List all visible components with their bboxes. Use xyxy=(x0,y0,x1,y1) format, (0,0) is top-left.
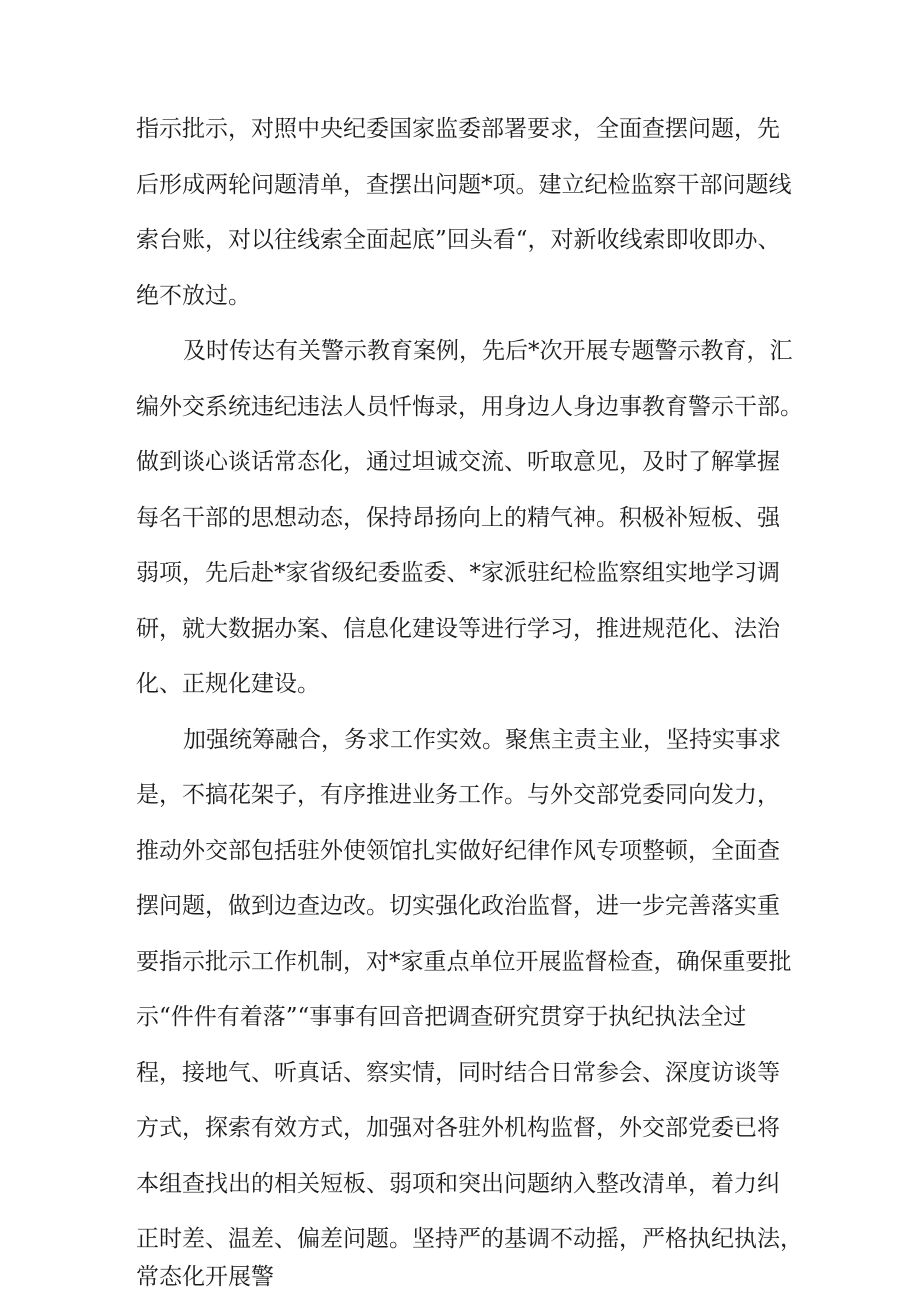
text-line: 摆问题，做到边查边改。切实强化政治监督，进一步完善落实重 xyxy=(136,893,780,919)
text-line: 指示批示，对照中央纪委国家监委部署要求，全面查摆问题，先 xyxy=(136,116,780,142)
text-line: 编外交系统违纪违法人员忏悔录，用身边人身边事教育警示干部。 xyxy=(136,394,803,420)
text-line: 绝不放过。 xyxy=(136,283,251,309)
text-line: 研，就大数据办案、信息化建设等进行学习，推进规范化、法治 xyxy=(136,616,780,642)
text-line: 正时差、温差、偏差问题。坚持严的基调不动摇，严格执纪执法， xyxy=(136,1226,803,1252)
text-line: 加强统筹融合，务求工作实效。聚焦主责主业，坚持实事求 xyxy=(183,727,781,753)
text-line: 要指示批示工作机制，对*家重点单位开展监督检查，确保重要批 xyxy=(136,949,792,975)
text-line: 后形成两轮问题清单，查摆出问题*项。建立纪检监察干部问题线 xyxy=(136,172,792,198)
text-line: 化、正规化建设。 xyxy=(136,671,320,697)
text-line: 每名干部的思想动态，保持昂扬向上的精气神。积极补短板、强 xyxy=(136,505,780,531)
text-line: 程，接地气、听真话、察实情，同时结合日常参会、深度访谈等 xyxy=(136,1060,780,1086)
text-line: 及时传达有关警示教育案例，先后*次开展专题警示教育，汇 xyxy=(183,338,793,364)
text-line: 做到谈心谈话常态化，通过坦诚交流、听取意见，及时了解掌握 xyxy=(136,449,780,475)
text-line: 方式，探索有效方式，加强对各驻外机构监督，外交部党委已将 xyxy=(136,1115,780,1141)
text-line: 索台账，对以往线索全面起底”回头看“，对新收线索即收即办、 xyxy=(136,227,781,253)
text-line: 弱项，先后赴*家省级纪委监委、*家派驻纪检监察组实地学习调 xyxy=(136,560,780,586)
text-line: 是，不搞花架子，有序推进业务工作。与外交部党委同向发力， xyxy=(136,782,780,808)
text-line: 推动外交部包括驻外使领馆扎实做好纪律作风专项整顿，全面查 xyxy=(136,838,780,864)
text-line: 本组查找出的相关短板、弱项和突出问题纳入整改清单，着力纠 xyxy=(136,1171,780,1197)
text-line: 常态化开展警 xyxy=(136,1264,274,1290)
text-line: 示“件件有着落”“事事有回音把调查研究贯穿于执纪执法全过 xyxy=(136,1004,747,1030)
